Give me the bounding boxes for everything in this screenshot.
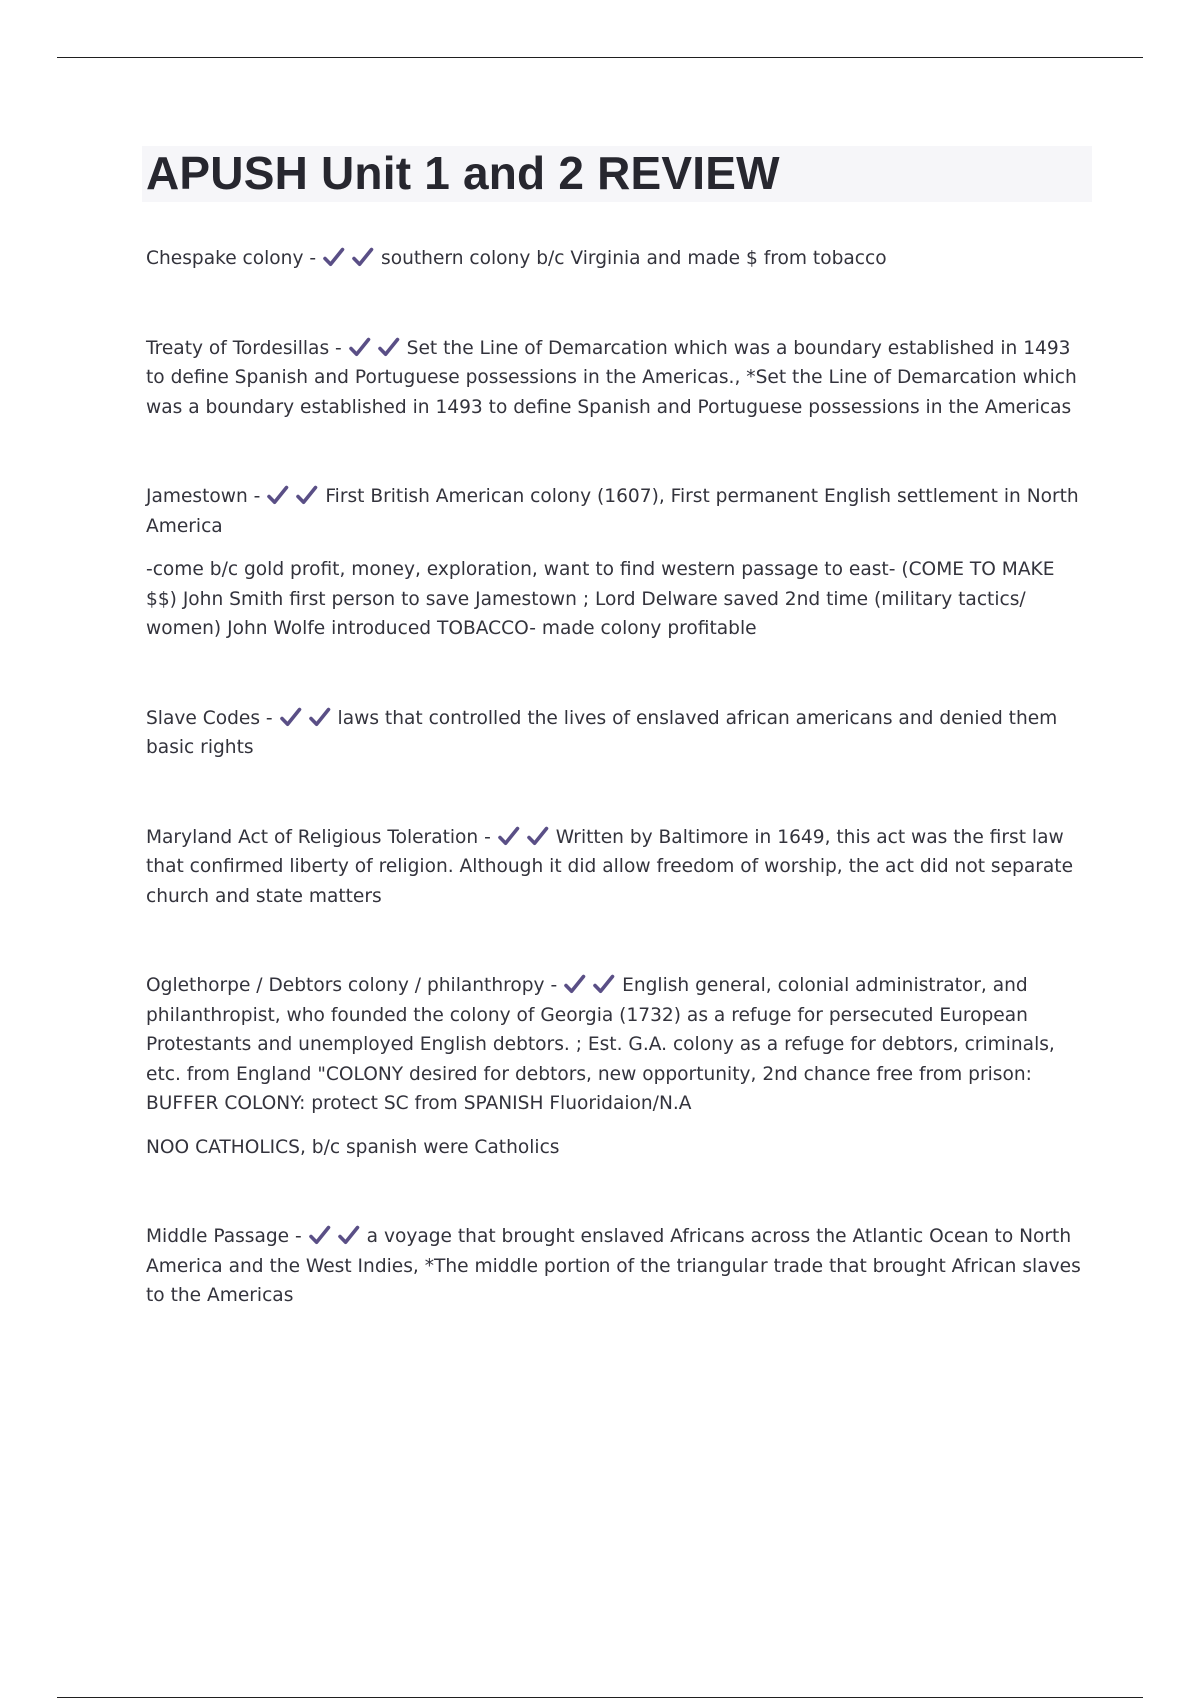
check-icon: [526, 825, 549, 847]
entry-term: Slave Codes -: [146, 707, 279, 729]
entry-term: Oglethorpe / Debtors colony / philanthropy -: [146, 975, 564, 996]
entry-text: southern colony b/c Virginia and made $ from tobacco: [381, 248, 887, 269]
entry-term: Middle Passage -: [146, 1226, 308, 1247]
check-icon: [279, 706, 302, 728]
entry-text: -come b/c gold profit, money, exploration, want to find western passage to east- (COME TO MAKE $$) John Smith first person to save Jamestown ; Lord Delware saved 2nd time (military tactics/ women) John Wolfe introduced TOBACCO- made colony profitable: [146, 559, 1055, 639]
check-icon: [308, 1224, 331, 1246]
answer-marker: [497, 827, 555, 848]
answer-marker: [563, 975, 621, 996]
entry-definition: [146, 823, 1088, 912]
check-icon: [348, 336, 371, 358]
answer-marker: [348, 338, 406, 359]
entry-term: Treaty of Tordesillas -: [146, 337, 348, 359]
entry-definition: [146, 971, 1088, 1119]
answer-marker: [308, 1226, 366, 1247]
entry-text: Set the Line of Demarcation which was a boundary established in 1493 to define Spanish and Portuguese possessions in the Americas., *Set the Line of Demarcation which was a boundary established in 1493 to define Spanish and Portuguese possessions in the Americas: [146, 337, 1077, 418]
check-icon: [351, 246, 374, 268]
entry-text: First British American colony (1607), First permanent English settlement in North America: [146, 486, 1079, 537]
check-icon: [497, 825, 520, 847]
answer-marker: [322, 248, 380, 269]
entry-note: [146, 1133, 1088, 1163]
answer-marker: [279, 708, 337, 729]
entry-text: Written by Baltimore in 1649, this act was the first law that confirmed liberty of religion. Although it did allow freedom of worship, the act did not separate church and state matters: [146, 826, 1074, 907]
bottom-rule: [57, 1697, 1143, 1698]
entry-definition: [146, 704, 1088, 763]
entry-note: [146, 555, 1088, 644]
flashcard-entry: [146, 704, 1088, 763]
flashcard-entry: [146, 823, 1088, 912]
answer-marker: [266, 486, 324, 507]
page-title: APUSH Unit 1 and 2 REVIEW: [146, 147, 780, 199]
check-icon: [295, 484, 318, 506]
check-icon: [266, 484, 289, 506]
top-rule: [57, 57, 1143, 58]
flashcard-entry: [146, 334, 1088, 423]
entry-definition: [146, 334, 1088, 423]
flashcard-list: [146, 244, 1088, 1371]
flashcard-entry: [146, 971, 1088, 1162]
flashcard-entry: [146, 1222, 1088, 1311]
check-icon: [592, 973, 615, 995]
flashcard-entry: [146, 482, 1088, 644]
check-icon: [308, 706, 331, 728]
entry-term: Jamestown -: [146, 486, 267, 507]
entry-term: Chespake colony -: [146, 248, 323, 269]
check-icon: [377, 336, 400, 358]
entry-text: laws that controlled the lives of enslaved african americans and denied them basic rights: [146, 707, 1058, 758]
entry-definition: [146, 244, 1088, 274]
check-icon: [337, 1224, 360, 1246]
entry-text: NOO CATHOLICS, b/c spanish were Catholics: [146, 1136, 560, 1158]
entry-text: English general, colonial administrator, and philanthropist, who founded the colony of Georgia (1732) as a refuge for persecuted European Protestants and unemployed English debtors. ; Est. G.A. colony as a refuge for debtors, criminals, etc. from England "COLONY desired for debtors, new opportunity, 2nd chance free from prison: BUFFER COLONY: protect SC from SPANISH Fluoridaion/N.A: [146, 975, 1055, 1114]
flashcard-entry: [146, 244, 1088, 274]
entry-definition: [146, 482, 1088, 541]
entry-definition: [146, 1222, 1088, 1311]
entry-term: Maryland Act of Religious Toleration -: [146, 826, 497, 848]
entry-text: a voyage that brought enslaved Africans across the Atlantic Ocean to North America and the West Indies, *The middle portion of the triangular trade that brought African slaves to the Americas: [146, 1226, 1081, 1306]
check-icon: [322, 246, 345, 268]
check-icon: [563, 973, 586, 995]
